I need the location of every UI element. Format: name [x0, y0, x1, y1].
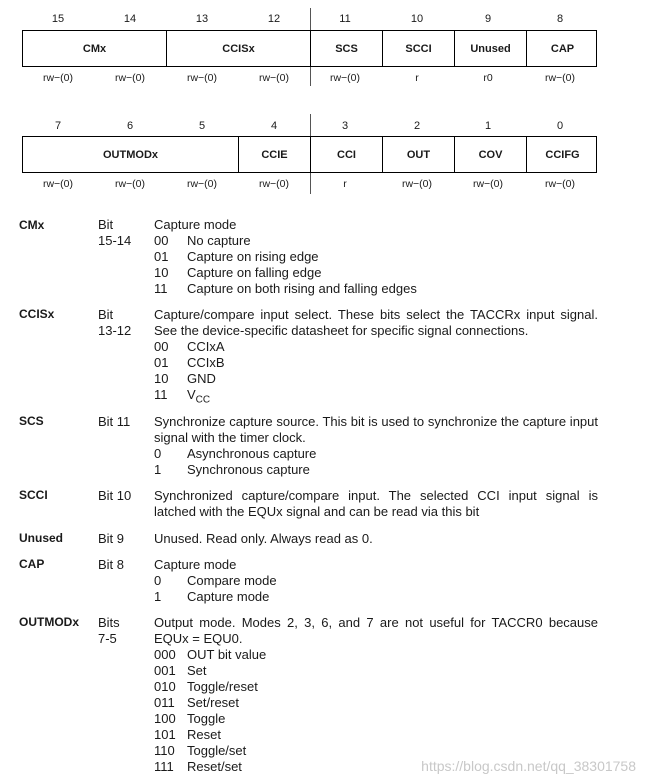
access-type: rw−(0)	[42, 72, 74, 84]
access-type: rw−(0)	[329, 72, 361, 84]
field-scs: SCS	[311, 31, 383, 66]
def-bits-scci: Bit 10	[98, 488, 132, 503]
def-name-outmodx: OUTMODx	[19, 615, 79, 629]
bit-number: 8	[556, 13, 564, 25]
option-label: Capture mode	[187, 589, 270, 604]
option-code: 110	[154, 743, 175, 758]
access-type: rw−(0)	[544, 178, 576, 190]
register-table-high	[22, 30, 597, 67]
field-cov: COV	[455, 137, 527, 172]
option-label: Asynchronous capture	[187, 446, 317, 461]
bit-number: 5	[198, 120, 206, 132]
option-label: CCIxA	[187, 339, 225, 354]
access-type: rw−(0)	[258, 72, 290, 84]
option-code: 11	[154, 387, 168, 402]
option-code: 1	[154, 589, 162, 604]
bits-line: Bit	[98, 307, 114, 322]
bits-line: 15-14	[98, 233, 132, 248]
option-label: GND	[187, 371, 216, 386]
vcc-v: V	[187, 387, 196, 402]
option-code: 01	[154, 355, 169, 370]
field-ccifg: CCIFG	[545, 148, 580, 161]
def-name-scci: SCCI	[19, 488, 48, 502]
option-code: 000	[154, 647, 176, 662]
def-name-cmx: CMx	[19, 218, 45, 232]
def-name-ccisx: CCISx	[19, 307, 55, 321]
option-label: Toggle/reset	[187, 679, 258, 694]
option-label-vcc	[187, 387, 210, 409]
option-label: Reset	[187, 727, 221, 742]
def-bits-ccisx	[98, 307, 131, 339]
bit-number: 0	[556, 120, 564, 132]
field-outmodx: OUTMODx	[23, 137, 239, 172]
def-bits-outmodx	[98, 615, 120, 647]
option-code: 10	[154, 371, 169, 386]
field-cci: CCI	[311, 137, 383, 172]
access-type: rw−(0)	[186, 178, 218, 190]
bits-line: 7-5	[98, 631, 117, 646]
def-desc-scci: Synchronized capture/compare input. The selected CCI input signal is latched with the EQUx signal and can be read via this bit	[154, 488, 598, 519]
option-label: Reset/set	[187, 759, 242, 774]
bit-number: 10	[410, 13, 424, 25]
bits-line: Bits	[98, 615, 120, 630]
option-label: Set	[187, 663, 207, 678]
option-code: 1	[154, 462, 162, 477]
bit-number: 1	[484, 120, 492, 132]
option-label: Capture on both rising and falling edges	[187, 281, 417, 296]
option-label: OUT bit value	[187, 647, 267, 662]
option-label: Capture on rising edge	[187, 249, 319, 264]
def-bits-cmx	[98, 217, 131, 249]
option-label: Toggle	[187, 711, 226, 726]
field-ccisx: CCISx	[167, 31, 311, 66]
def-bits-unused: Bit 9	[98, 531, 125, 546]
bit-number: 14	[123, 13, 137, 25]
access-type: rw−(0)	[42, 178, 74, 190]
bit-number: 3	[341, 120, 349, 132]
field-out: OUT	[383, 137, 455, 172]
def-bits-cap: Bit 8	[98, 557, 125, 572]
field-scci: SCCI	[383, 31, 455, 66]
access-type: rw−(0)	[544, 72, 576, 84]
def-name-unused: Unused	[19, 531, 64, 545]
access-type: rw−(0)	[472, 178, 504, 190]
option-code: 01	[154, 249, 169, 264]
bit-number: 13	[195, 13, 209, 25]
watermark-text: https://blog.csdn.net/qq_38301758	[421, 758, 636, 774]
def-desc-ccisx: Capture/compare input select. These bits select the TACCRx input signal. See the device-specific datasheet for specific signal connections.	[154, 307, 598, 338]
bit-number: 12	[267, 13, 281, 25]
option-code: 00	[154, 233, 169, 248]
option-code: 011	[154, 695, 175, 710]
option-label: Capture on falling edge	[187, 265, 322, 280]
option-code: 11	[154, 281, 168, 296]
register-table-low	[22, 136, 597, 173]
field-unused: Unused	[455, 31, 527, 66]
option-label: CCIxB	[187, 355, 225, 370]
option-label: Toggle/set	[187, 743, 247, 758]
bit-number: 6	[126, 120, 134, 132]
option-code: 10	[154, 265, 169, 280]
def-bits-scs: Bit 11	[98, 414, 131, 429]
option-code: 010	[154, 679, 176, 694]
option-code: 0	[154, 573, 162, 588]
option-code: 111	[154, 759, 174, 774]
def-name-scs: SCS	[19, 414, 44, 428]
option-label: Synchronous capture	[187, 462, 310, 477]
bit-number: 2	[413, 120, 421, 132]
field-cap: CAP	[550, 42, 575, 55]
bit-number: 15	[51, 13, 65, 25]
option-label: No capture	[187, 233, 251, 248]
access-type: r0	[483, 72, 493, 84]
bit-number: 9	[484, 13, 492, 25]
bit-number: 11	[339, 13, 351, 25]
access-type: rw−(0)	[114, 72, 146, 84]
def-desc-scs: Synchronize capture source. This bit is used to synchronize the capture input signal with the timer clock.	[154, 414, 598, 445]
access-type: rw−(0)	[401, 178, 433, 190]
def-desc-cap: Capture mode	[154, 557, 237, 572]
option-code: 0	[154, 446, 162, 461]
option-label: Compare mode	[187, 573, 277, 588]
def-desc-cmx: Capture mode	[154, 217, 237, 232]
option-code: 100	[154, 711, 176, 726]
access-type: r	[415, 72, 419, 84]
access-type: rw−(0)	[114, 178, 146, 190]
def-name-cap: CAP	[19, 557, 45, 571]
field-cmx: CMx	[23, 31, 167, 66]
access-type: rw−(0)	[186, 72, 218, 84]
field-ccie: CCIE	[239, 137, 311, 172]
bit-number: 4	[270, 120, 278, 132]
def-desc-unused: Unused. Read only. Always read as 0.	[154, 531, 373, 546]
bits-line: Bit	[98, 217, 114, 232]
bit-number: 7	[54, 120, 62, 132]
vcc-subscript: CC	[195, 394, 211, 406]
option-code: 001	[154, 663, 176, 678]
option-code: 101	[154, 727, 176, 742]
option-label: Set/reset	[187, 695, 240, 710]
def-desc-outmodx: Output mode. Modes 2, 3, 6, and 7 are not useful for TACCR0 because EQUx = EQU0.	[154, 615, 598, 646]
access-type: rw−(0)	[258, 178, 290, 190]
bits-line: 13-12	[98, 323, 132, 338]
access-type: r	[343, 178, 347, 190]
option-code: 00	[154, 339, 169, 354]
